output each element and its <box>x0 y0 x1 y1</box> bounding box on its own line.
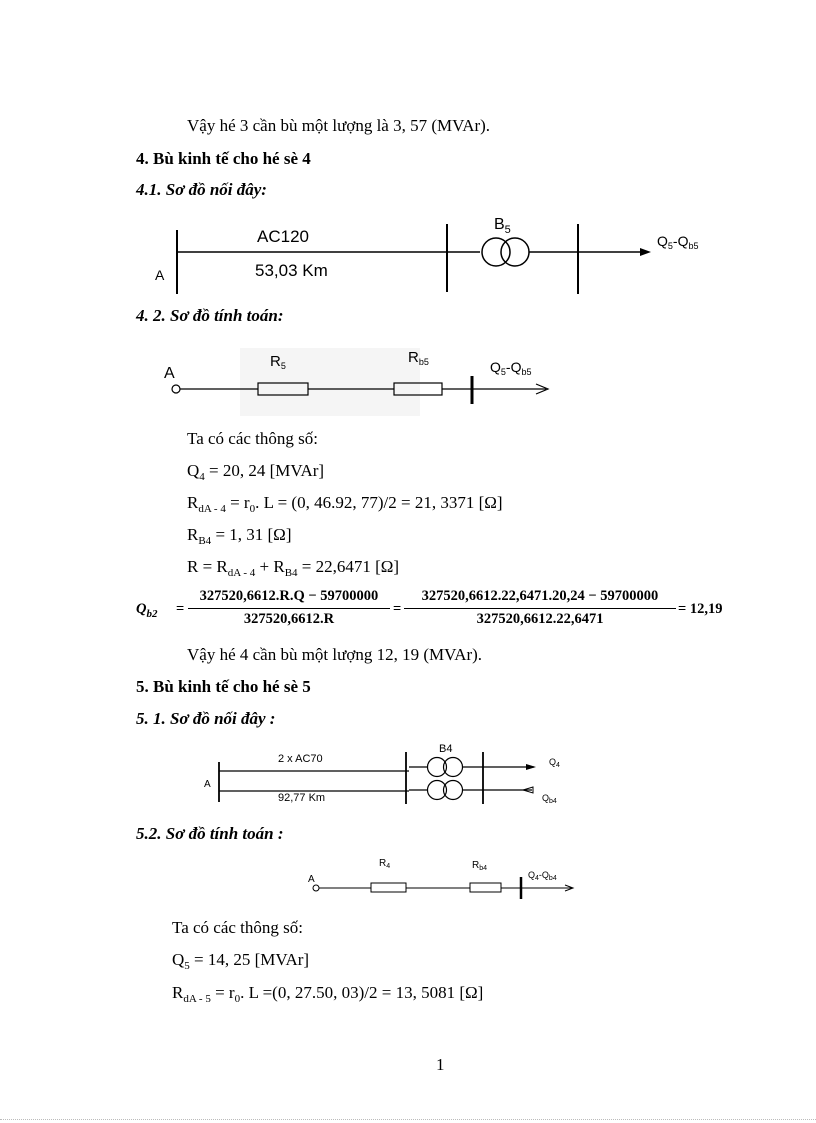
params-intro: Ta có các thông số: <box>187 429 318 448</box>
param-rda4: $R_{dA - 4} = r_0$. L = (0, 46.92, 77)/2 = 21, 3371 [Ω] <box>187 493 503 515</box>
page-separator <box>0 1119 816 1120</box>
formula-qb2: $Q_{b2}$ = 327520,6612.R.Q − 59700000 327520,6612.R = 327520,6612.22,6471.20,24 − 59700000 327520,6612.22,6471 = 12,19 <box>136 588 723 627</box>
heading-5-1: 5. 1. Sơ đồ nối đây : <box>136 709 276 728</box>
heading-5-2: 5.2. Sơ đồ tính toán : <box>136 824 284 843</box>
length-label: 92,77 Km <box>278 792 326 804</box>
node-a-label: A <box>164 365 175 382</box>
line-label: AC120 <box>257 227 309 246</box>
node-a-label: A <box>308 874 315 885</box>
wiring-diagram-4 <box>145 208 725 300</box>
transformer-coil-2 <box>501 238 529 266</box>
heading-section-4: 4. Bù kinh tế cho hé sè 4 <box>136 149 311 168</box>
formula-lhs: $Q_{b2}$ <box>136 601 158 620</box>
load-label: $Q_4-Q_{b4}$ <box>528 870 557 882</box>
load-bottom-label: $Q_{b4}$ <box>542 793 557 805</box>
param-q5: $Q_5 = 14$, 25 [MVAr] <box>172 950 310 972</box>
node-a-label: A <box>155 267 165 283</box>
node-a-label: A <box>204 779 211 790</box>
params-intro-2: Ta có các thông số: <box>172 918 303 937</box>
resistor-r4 <box>371 883 406 892</box>
heading-section-5: 5. Bù kinh tế cho hé sè 5 <box>136 677 311 696</box>
param-rda5: $R_{dA - 5} = r_0$. L =(0, 27.50, 03)/2 = 13, 5081 [Ω] <box>172 983 484 1005</box>
calc-diagram-5 <box>305 854 585 904</box>
line-label: 2 x AC70 <box>278 753 323 765</box>
formula-result: = 12,19 <box>678 601 723 617</box>
conclusion-4: Vậy hé 4 cần bù một lượng 12, 19 (MVAr). <box>187 645 483 664</box>
numerator-1: 327520,6612.R.Q − 59700000 <box>199 588 379 604</box>
node-a <box>313 885 319 891</box>
arrow-icon <box>640 248 651 256</box>
transformer-label: $B_5$ <box>494 216 511 236</box>
rb4-label: $R_{b4}$ <box>472 860 488 872</box>
param-r-sum: $R = R_{dA - 4} + R_{B4} = 22,6471$ [Ω] <box>187 557 400 579</box>
wiring-diagram-5 <box>196 738 576 808</box>
numerator-2: 327520,6612.22,6471.20,24 − 59700000 <box>421 588 659 604</box>
load-label: $Q_5-Q_{b5}$ <box>657 233 699 251</box>
param-q4: $Q_4 = 20$, 24 [MVAr] <box>187 461 325 483</box>
r5-label: $R_5$ <box>270 353 286 371</box>
calc-diagram-4 <box>160 340 580 422</box>
arrow-icon <box>526 764 536 770</box>
rb5-label: $R_{b5}$ <box>408 349 429 367</box>
heading-4-1: 4.1. Sơ đồ nối đây: <box>136 180 267 199</box>
denominator-2: 327520,6612.22,6471 <box>476 611 604 627</box>
denominator-1: 327520,6612.R <box>243 611 335 627</box>
conclusion-3: Vậy hé 3 cần bù một lượng là 3, 57 (MVAr). <box>187 116 491 135</box>
load-label: $Q_5-Q_{b5}$ <box>490 359 532 377</box>
length-label: 53,03 Km <box>255 261 328 280</box>
transformer-label: B4 <box>439 743 453 755</box>
load-top-label: $Q_4$ <box>549 757 560 769</box>
page-number: 1 <box>436 1055 445 1074</box>
heading-4-2: 4. 2. Sơ đồ tính toán: <box>136 306 284 325</box>
r4-label: $R_4$ <box>379 858 391 870</box>
resistor-rb4 <box>470 883 501 892</box>
param-rb4: $R_{B4} = 1$, 31 [Ω] <box>187 525 292 547</box>
node-a <box>172 385 180 393</box>
